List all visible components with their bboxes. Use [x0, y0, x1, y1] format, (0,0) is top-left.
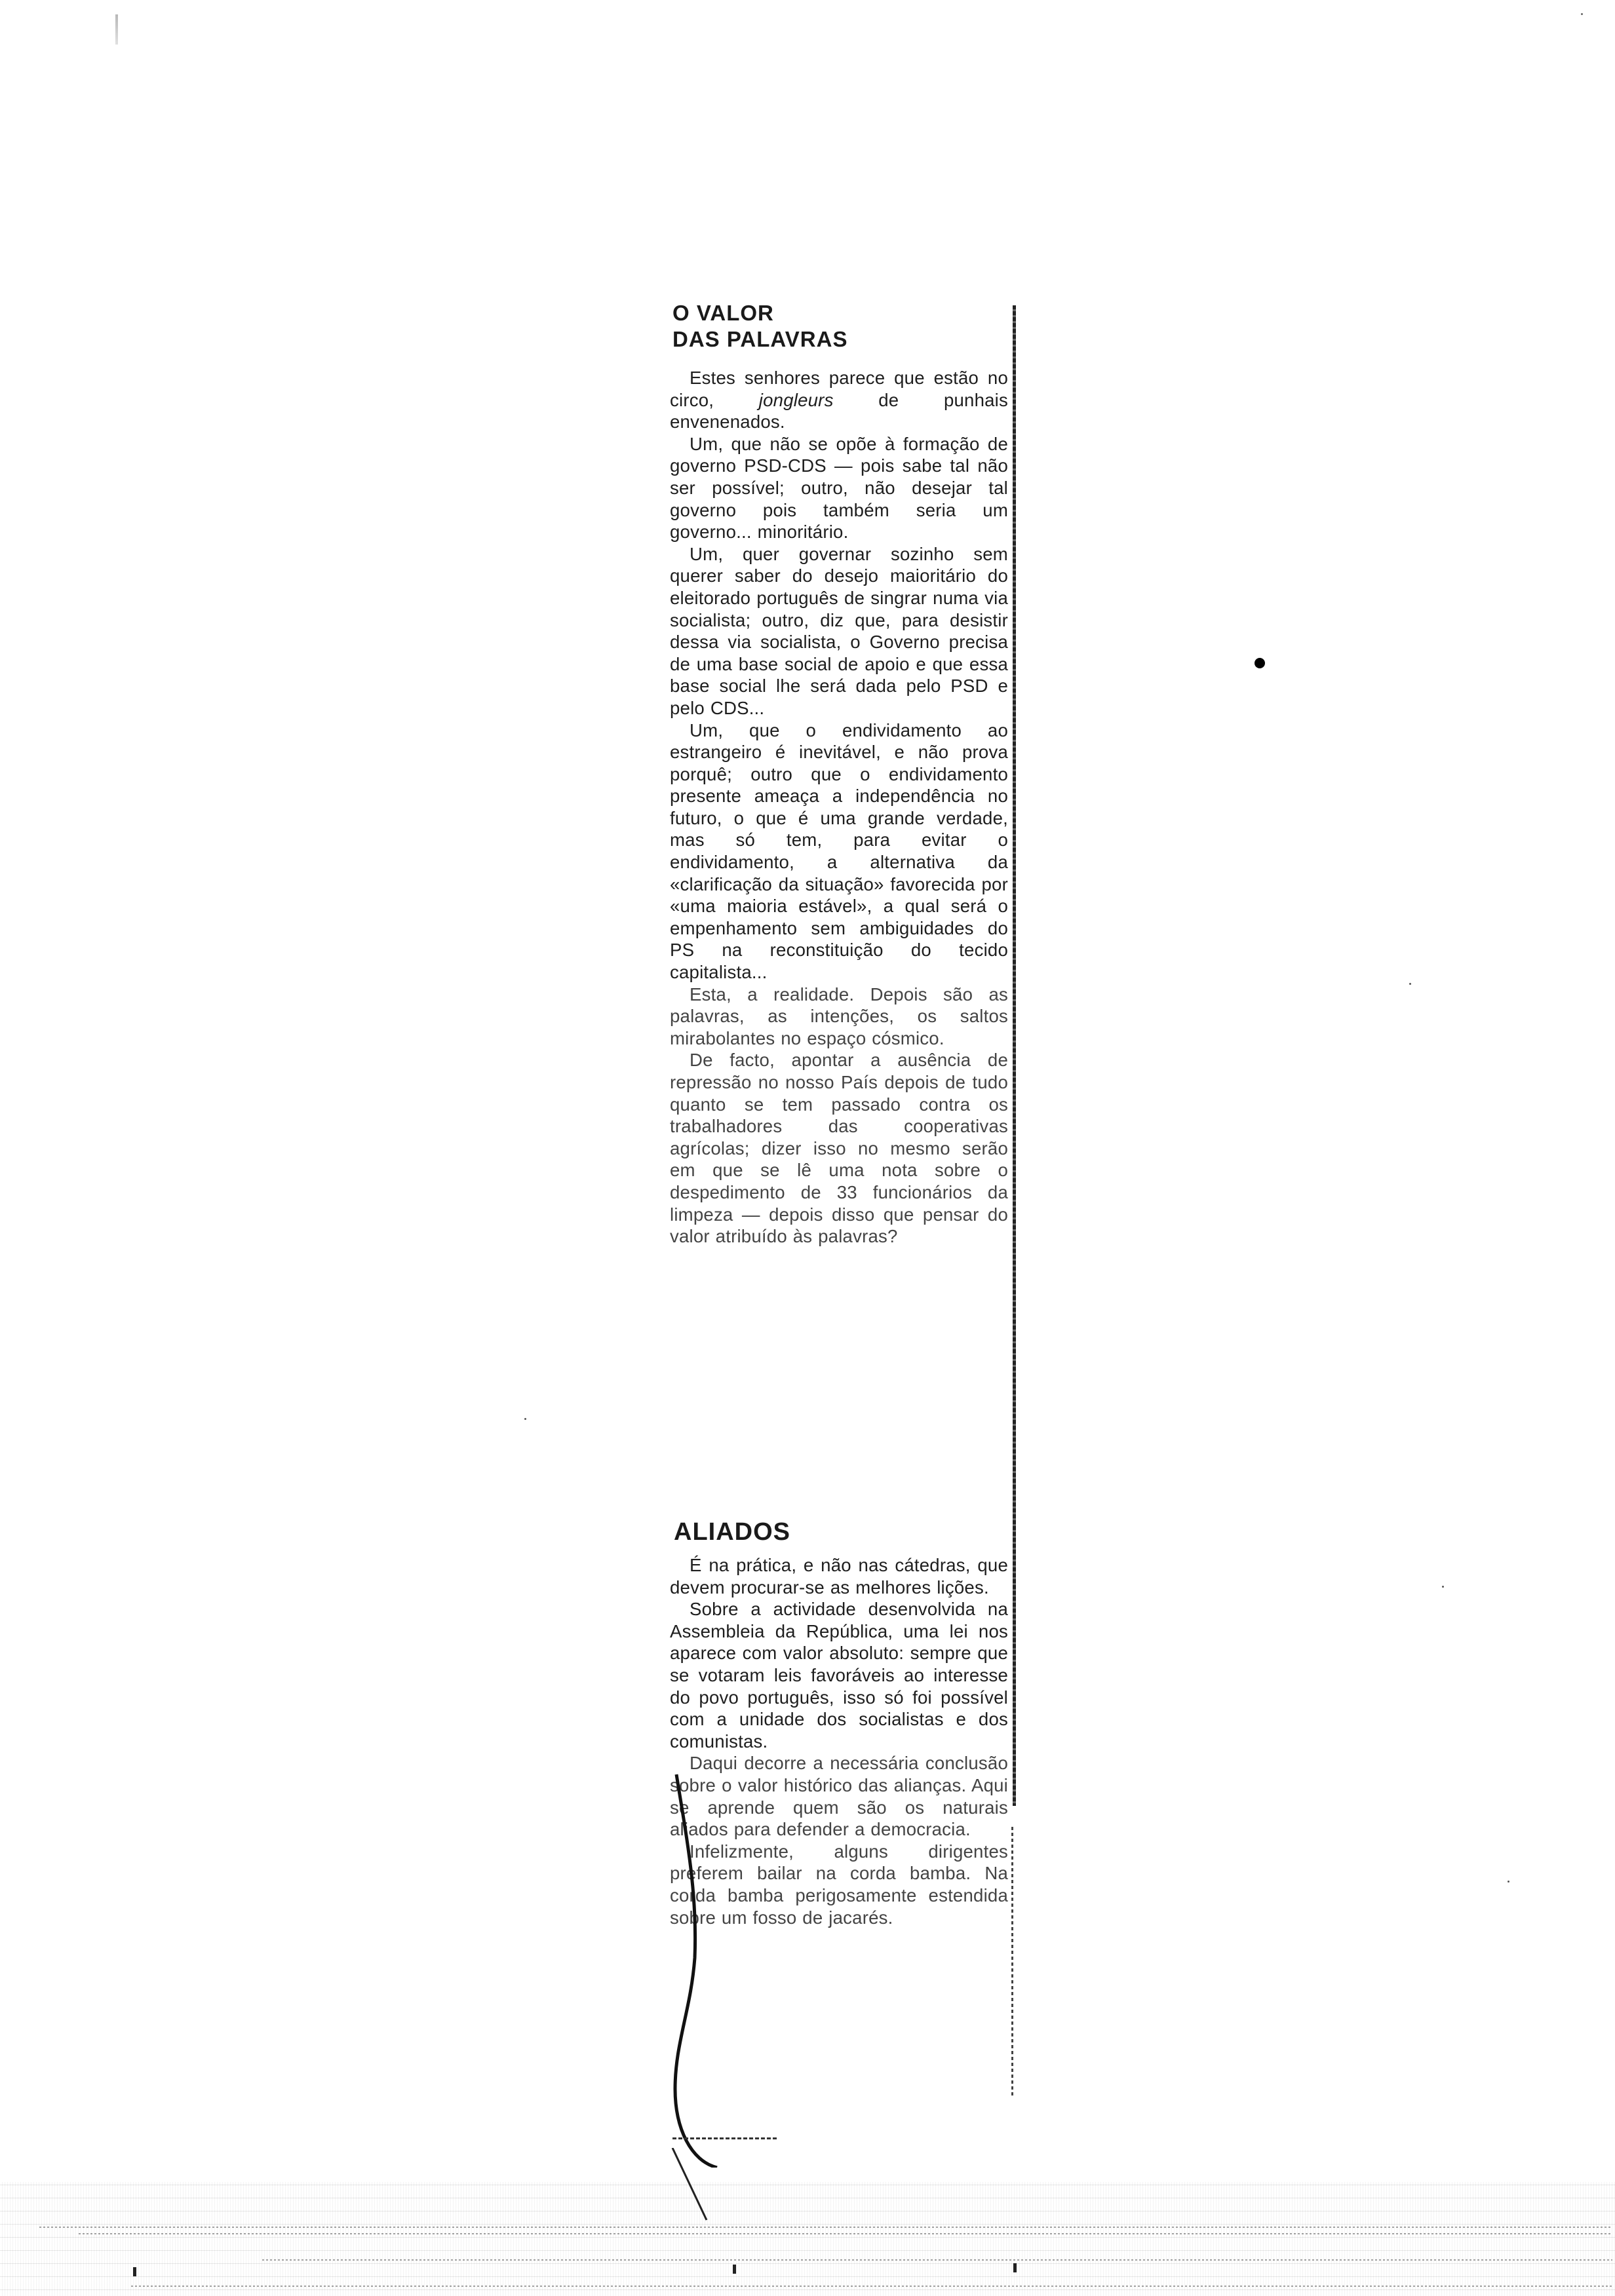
paragraph-text: Estes senhores parece que estão no circo,: [670, 368, 1008, 410]
article-paragraph: Infelizmente, alguns dirigentes preferem bailar na corda bamba. Na corda bamba perigosamente estendida sobre um fosso de jacarés.: [670, 1841, 1008, 1928]
article-paragraph: Sobre a actividade desenvolvida na Assembleia da República, uma lei nos aparece com valor absoluto: sempre que se votaram leis favoráveis ao interesse do povo português, isso só foi possível com a unidade dos socialistas e dos comunistas.: [670, 1599, 1008, 1751]
headline-line-1: O VALOR: [672, 301, 774, 325]
scan-noise-mark: [1013, 2263, 1017, 2272]
paragraph-italic-text: jongleurs: [758, 389, 834, 410]
article-aliados: [667, 1519, 1008, 1928]
scan-noise-mark: [733, 2265, 736, 2274]
scan-noise-line: [262, 2259, 1612, 2261]
scan-noise-line: [131, 2286, 1612, 2287]
article-paragraph: Daqui decorre a necessária conclusão sobre o valor histórico das alianças. Aqui se aprende quem são os naturais aliados para defender a democracia.: [670, 1753, 1008, 1840]
headline-line-2: DAS PALAVRAS: [672, 327, 848, 351]
scan-artifact-speck: [1442, 1586, 1444, 1588]
article-paragraph: Um, que não se opõe à formação de governo PSD-CDS — pois sabe tal não ser possível; outro, não desejar tal governo pois também seria um governo... minoritário.: [670, 433, 1008, 543]
paragraph-text: de punhais envenenados.: [670, 389, 1008, 432]
clipping-edge-right: [1013, 305, 1016, 1806]
article-paragraph: Esta, a realidade. Depois são as palavras, as intenções, os saltos mirabolantes no espaço cósmico.: [670, 984, 1008, 1048]
article-paragraph: Um, quer governar sozinho sem querer saber do desejo maioritário do eleitorado português de singrar numa via socialista; outro, diz que, para desistir dessa via socialista, o Governo precisa de uma base social de apoio e que essa base social lhe será dada pelo PSD e pelo CDS...: [670, 543, 1008, 718]
scan-artifact-dot: [1581, 13, 1583, 15]
clipping-bottom-rule: [672, 2137, 777, 2139]
article-paragraph: É na prática, e não nas cátedras, que devem procurar-se as melhores lições.: [670, 1555, 1008, 1598]
article-o-valor-das-palavras: [667, 300, 1008, 1248]
scan-artifact-speck: [1508, 1881, 1509, 1883]
scan-noise-band: [0, 2182, 1615, 2296]
scan-noise-mark: [133, 2267, 136, 2276]
newspaper-clipping: [667, 300, 1016, 2135]
article-paragraph: De facto, apontar a ausência de repressão no nosso País depois de tudo quanto se tem passado contra os trabalhadores das cooperativas agrícolas; dizer isso no mesmo serão em que se lê uma nota sobre o despedimento de 33 funcionários da limpeza — depois disso que pensar do valor atribuído às palavras?: [670, 1050, 1008, 1247]
scan-artifact-ink-dot: [1255, 658, 1265, 668]
clipping-edge-right-lower: [1011, 1827, 1013, 2095]
scan-artifact-speck: [524, 1418, 526, 1420]
scan-artifact-mark: [115, 14, 118, 45]
article-paragraph: Um, que o endividamento ao estrangeiro é inevitável, e não prova porquê; outro que o endividamento presente ameaça a independência no futuro, o que é uma grande verdade, mas só tem, para evitar o endividamento, a alternativa da «clarificação da situação» favorecida por «uma maioria estável», a qual será o empenhamento sem ambiguidades do PS na reconstituição do tecido capitalista...: [670, 719, 1008, 983]
article-headline: [672, 300, 1008, 353]
scan-artifact-speck: [1409, 983, 1411, 985]
article-paragraph: [670, 367, 1008, 433]
scan-noise-line: [39, 2227, 1612, 2228]
scan-noise-line: [79, 2233, 1612, 2234]
article-headline: ALIADOS: [674, 1518, 790, 1546]
